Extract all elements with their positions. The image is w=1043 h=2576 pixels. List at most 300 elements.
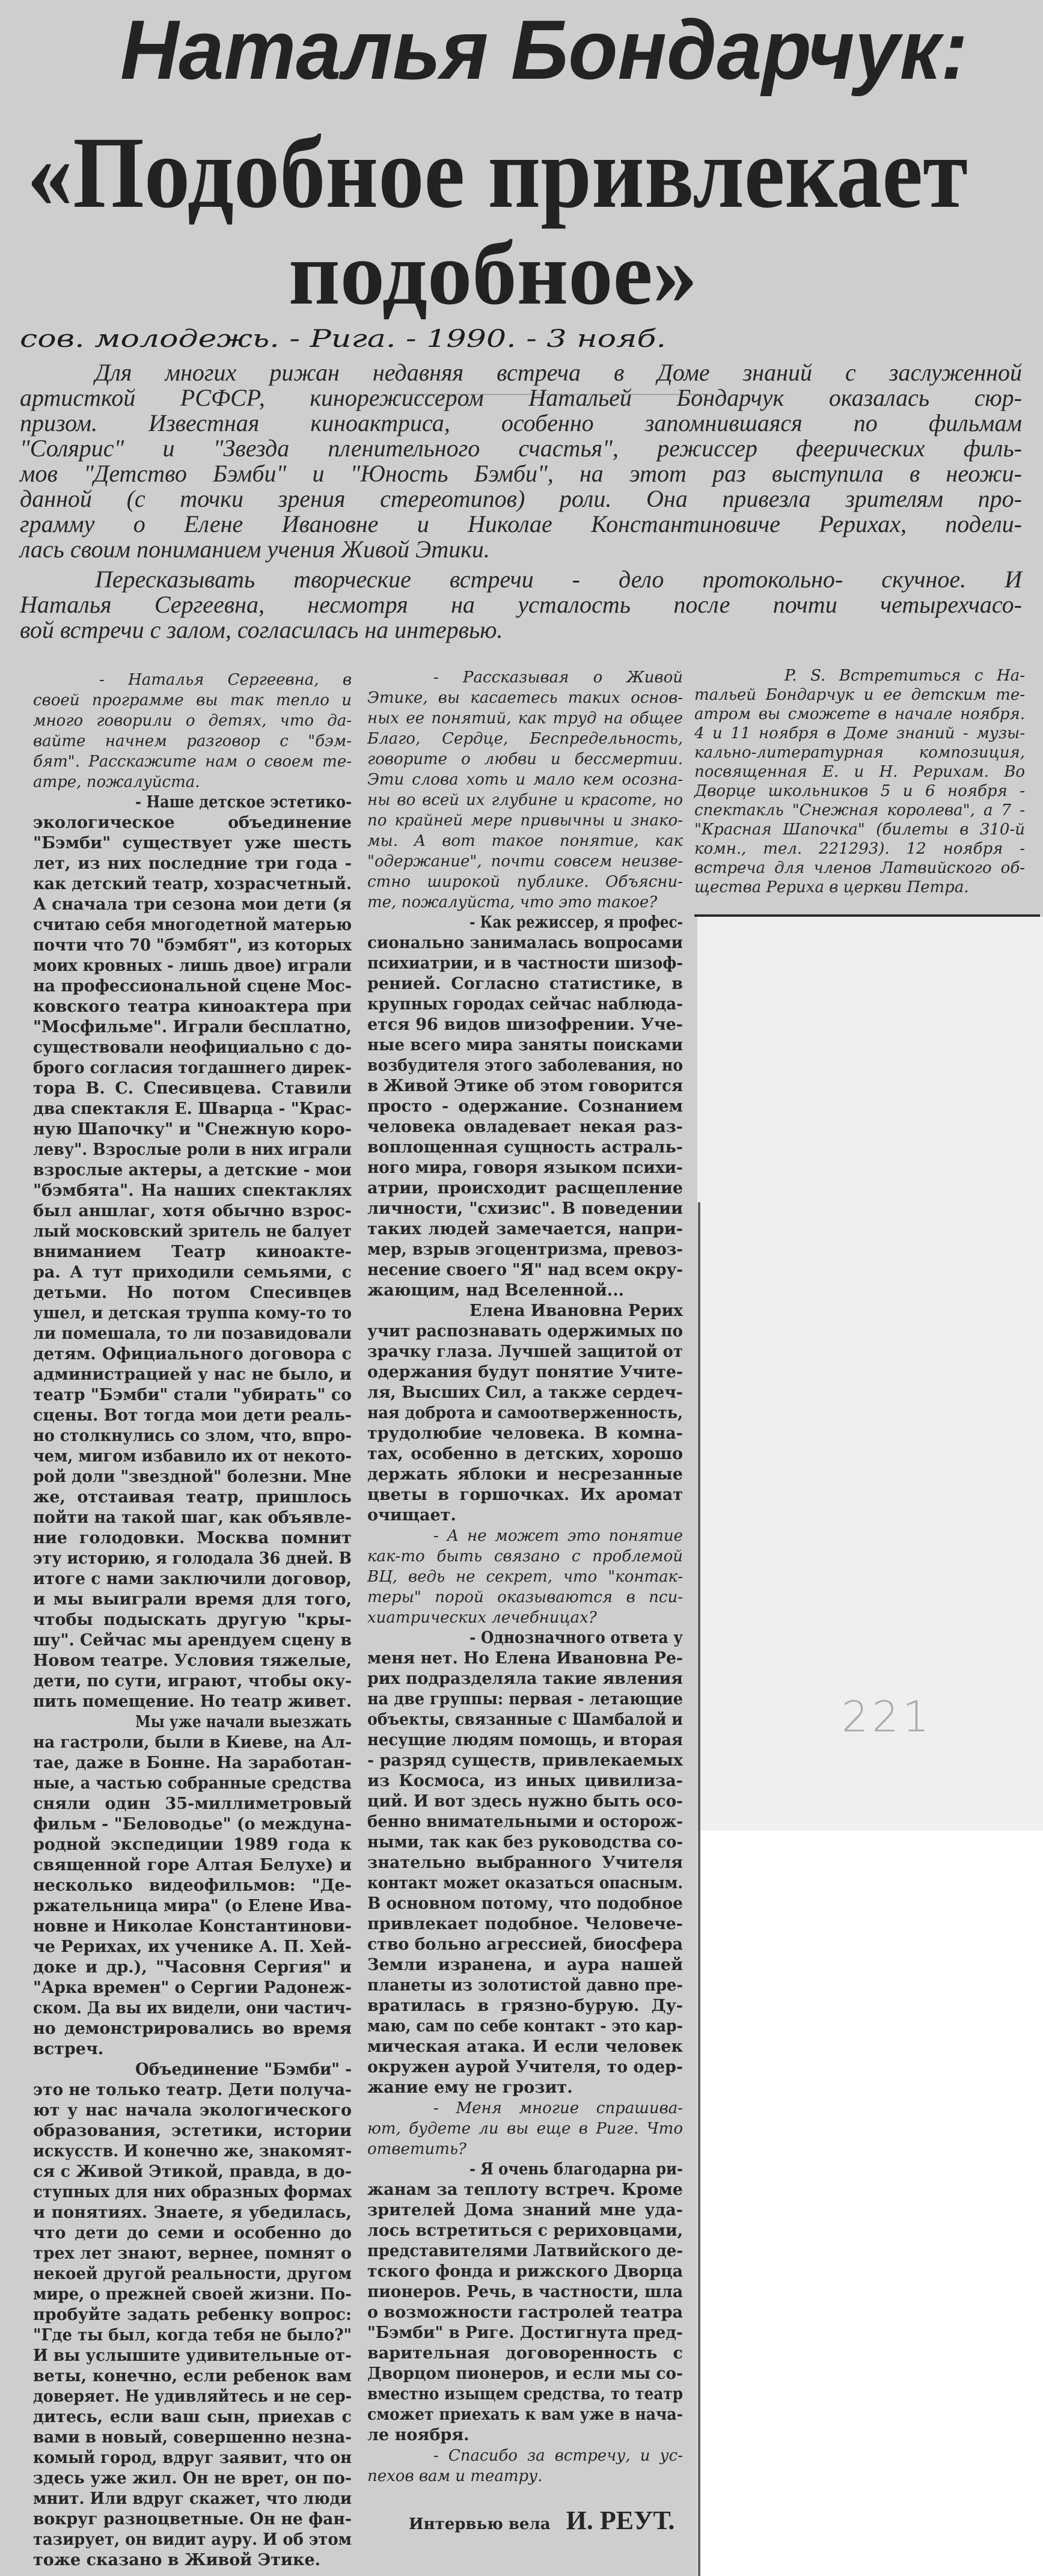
- text-line: [33, 1630, 352, 1651]
- text-line-content: и мы выиграли время для того,: [33, 1590, 352, 1609]
- text-line-content: Этике, вы касаетесь таких основ-: [367, 689, 683, 707]
- text-line-content: два спектакля Е. Шварца - "Крас-: [33, 1100, 352, 1118]
- text-line: [33, 1896, 352, 1917]
- text-line-content: пехов вам и театру.: [367, 2467, 543, 2485]
- text-line-content: хиатрических лечебницах?: [367, 1609, 597, 1627]
- text-line: [33, 2039, 352, 2060]
- text-line: [367, 708, 683, 729]
- ps-divider-rule: [694, 914, 1040, 917]
- text-line-content: - разряд существ, привлекаемых: [367, 1751, 683, 1770]
- text-line: [33, 1753, 352, 1773]
- text-line: [33, 1467, 352, 1487]
- text-line-content: жанам за теплоту встреч. Кроме: [367, 2180, 683, 2199]
- text-line: [367, 1853, 683, 1873]
- text-line-content: несколько видеофильмов: "Де-: [33, 1876, 352, 1895]
- text-line: [694, 878, 1025, 897]
- text-line-content: артисткой РСФСР, кинорежиссером Натальей Бондарчук оказалась сюр-: [20, 384, 1022, 411]
- text-line: [33, 2489, 352, 2509]
- text-line-content: моих кровных - лишь двое) играли: [33, 956, 352, 975]
- text-line: [367, 810, 683, 831]
- text-line: [33, 1038, 352, 1058]
- text-line: [33, 1283, 352, 1303]
- text-line: [33, 1262, 352, 1283]
- text-line-content: Объединение "Бэмби" -: [135, 2060, 352, 2079]
- text-line: [20, 512, 1022, 537]
- text-line-content: тае, даже в Бонне. На заработан-: [33, 1754, 352, 1772]
- text-line-content: чем, мигом избавило их от некото-: [33, 1447, 352, 1466]
- text-line-content: рих подразделяла такие явления: [367, 1669, 683, 1688]
- text-line: [367, 1485, 683, 1505]
- text-line-content: тского фонда и рижского Дворца: [367, 2262, 683, 2281]
- text-line-content: ная доброта и самоотверженность,: [367, 1404, 683, 1422]
- text-line-content: спектакль "Снежная королева", а 7 -: [694, 801, 1025, 819]
- text-line-content: вой встречи с залом, согласилась на интервью.: [20, 616, 503, 643]
- text-line-content: в Живой Этике об этом говорится: [367, 1077, 683, 1095]
- text-line: [33, 1998, 352, 2019]
- text-line: [33, 1937, 352, 1957]
- byline-label: Интервью вела: [409, 2515, 551, 2533]
- text-line-content: "Красная Шапочка" (билеты в 310-й: [694, 821, 1025, 839]
- text-line-content: знательно выбранного Учителя: [367, 1853, 683, 1872]
- interview-question: [367, 1526, 683, 1628]
- text-line-content: что дети до семи и особенно до: [33, 2224, 352, 2242]
- text-line-content: - Спасибо за встречу, и ус-: [433, 2447, 683, 2465]
- text-line: [20, 567, 1022, 592]
- text-line-content: вниманием Театр киноакте-: [33, 1243, 352, 1261]
- text-line: [367, 994, 683, 1015]
- text-line-content: веты, конечно, если ребенок вам: [33, 2367, 352, 2385]
- paper-edge-shadow: [698, 1202, 700, 2576]
- text-line: [367, 2139, 683, 2159]
- text-line: [694, 858, 1025, 878]
- text-line-content: личности, "схизис". В поведении: [367, 1199, 683, 1218]
- text-line-content: эту историю, я голодала 36 дней. В: [33, 1549, 352, 1568]
- text-line: [367, 1015, 683, 1035]
- text-line: [367, 1424, 683, 1444]
- text-line: [367, 1199, 683, 1219]
- text-line-content: - Я очень благодарна ри-: [470, 2160, 683, 2179]
- text-line: [367, 2302, 683, 2323]
- interview-answer: [33, 792, 352, 1712]
- text-line-content: ного мира, говоря языком психи-: [367, 1158, 683, 1177]
- text-line: [367, 729, 683, 749]
- text-line: [367, 872, 683, 892]
- text-line: [33, 2509, 352, 2530]
- text-line: [33, 1651, 352, 1671]
- text-line-content: - Как режиссер, я профес-: [470, 913, 683, 932]
- text-line-content: о возможности гастролей театра: [367, 2303, 683, 2322]
- article-column-2: [367, 667, 683, 2486]
- text-line: [33, 2448, 352, 2468]
- text-line-content: варительная договоренность с: [367, 2344, 683, 2363]
- text-line-content: человека овладевает некая раз-: [367, 1118, 683, 1136]
- text-line-content: много говорили о детях, что да-: [33, 712, 352, 730]
- text-line: [33, 2223, 352, 2244]
- text-line: [33, 833, 352, 854]
- headline-quote-line1: [27, 116, 968, 229]
- text-line: [367, 2466, 683, 2486]
- text-line: [367, 2119, 683, 2139]
- text-line-content: ется 96 видов шизофрении. Уче-: [367, 1015, 683, 1034]
- text-line: [33, 711, 352, 731]
- text-line: [367, 1117, 683, 1137]
- text-line-content: мире, о прежней своей жизни. По-: [33, 2285, 352, 2304]
- text-line-content: маю, сам по себе контакт - это кар-: [367, 2017, 683, 2036]
- text-line: [694, 762, 1025, 782]
- text-line-content: ют, будете ли вы еще в Риге. Что: [367, 2120, 683, 2138]
- text-line: [33, 1058, 352, 1078]
- text-line-content: несущие людям помощь, и вторая: [367, 1731, 683, 1749]
- text-line-content: говорите о любви и бессмертии.: [367, 750, 683, 768]
- text-line-content: Эти слова хоть и мало кем осозна-: [367, 771, 683, 789]
- text-line-content: пробуйте задать ребенку вопрос:: [33, 2305, 352, 2324]
- text-line: [367, 1137, 683, 1158]
- text-line-content: бенно внимательными и осторож-: [367, 1813, 683, 1831]
- text-line: [367, 2180, 683, 2200]
- text-line-content: 4 и 11 ноября в Доме знаний - музы-: [694, 724, 1025, 742]
- text-line: [367, 790, 683, 810]
- text-line: [367, 1240, 683, 1260]
- text-line-content: почти что 70 "бэмбят", из которых: [33, 936, 352, 955]
- text-line-content: же, отстаивая театр, пришлось: [33, 1488, 352, 1507]
- text-line-content: теры" порой оказываются в пси-: [367, 1588, 683, 1606]
- text-line: [694, 820, 1025, 839]
- text-line-content: ском. Да вы их видели, они частич-: [33, 1999, 352, 2018]
- text-line: [367, 1935, 683, 1955]
- text-line: [20, 385, 1022, 411]
- text-line: [33, 854, 352, 874]
- text-line: [367, 2098, 683, 2119]
- text-line-content: ние голодовки. Москва помнит: [33, 1529, 352, 1547]
- text-line-content: Дворцом пионеров, и если мы со-: [367, 2364, 683, 2383]
- text-line-content: ных ее понятий, как труд на общее: [367, 709, 683, 727]
- text-line: [694, 666, 1025, 685]
- text-line: [367, 1158, 683, 1178]
- text-line-content: но столкнулись со злом, что, впро-: [33, 1427, 352, 1445]
- text-line: [367, 749, 683, 769]
- text-line: [33, 1303, 352, 1324]
- text-line-content: ле ноября.: [367, 2426, 470, 2444]
- text-line-content: считаю себя многодетной матерью: [33, 916, 352, 934]
- text-line-content: это не только театр. Дети получа-: [33, 2081, 352, 2099]
- text-line-content: сможет приехать к вам уже в нача-: [367, 2405, 683, 2424]
- interview-question: [367, 2098, 683, 2159]
- text-line-content: священной горе Алтая Белухе) и: [33, 1856, 352, 1874]
- text-line-content: ную Шапочку" и "Снежную коро-: [33, 1120, 352, 1139]
- text-line: [33, 1406, 352, 1426]
- text-line-content: P. S. Встретиться с На-: [785, 667, 1025, 685]
- text-line-content: встреч.: [33, 2040, 104, 2058]
- text-line: [367, 1056, 683, 1076]
- text-line-content: мы. А вот такое понятие, как: [367, 832, 683, 850]
- text-line-content: сняли один 35-миллиметровый: [33, 1794, 352, 1813]
- text-line: [33, 1426, 352, 1446]
- text-line: [367, 2200, 683, 2221]
- text-line: [33, 2203, 352, 2223]
- text-line: [33, 1140, 352, 1160]
- text-line: [33, 1160, 352, 1181]
- text-line: [367, 831, 683, 851]
- text-line-content: на профессиональной сцене Мос-: [33, 977, 352, 996]
- text-line: [367, 1628, 683, 1648]
- text-line: [20, 436, 1022, 461]
- interview-answer: [367, 2159, 683, 2446]
- text-line-content: трех лет знают, вернее, помнят о: [33, 2244, 352, 2263]
- text-line: [33, 1855, 352, 1876]
- text-line-content: - А не может это понятие: [433, 1527, 683, 1545]
- text-line: [20, 360, 1022, 385]
- text-line: [33, 1814, 352, 1835]
- text-line: [33, 670, 352, 690]
- pencil-page-number: 221: [842, 1692, 933, 1742]
- text-line: [33, 1099, 352, 1119]
- text-line: [33, 2550, 352, 2571]
- text-line: [367, 1689, 683, 1710]
- headline-quote-line1-text: «Подобное привлекает: [27, 116, 968, 229]
- text-line-content: вайте начнем разговор с "бэм-: [33, 732, 352, 750]
- text-line-content: ные всего мира заняты поисками: [367, 1036, 683, 1054]
- handwritten-source-note-text: сов. молодежь. - Рига. - 1990. - 3 нояб.: [20, 325, 666, 353]
- text-line: [367, 1873, 683, 1894]
- text-line-content: ля, Высших Сил, а также сердеч-: [367, 1383, 683, 1402]
- text-line-content: Елена Ивановна Рерих: [470, 1302, 683, 1320]
- text-line-content: как детский театр, хозрасчетный.: [33, 875, 352, 893]
- text-line: [367, 2057, 683, 2078]
- text-line-content: Пересказывать творческие встречи - дело протокольно- скучное. И: [95, 566, 1022, 593]
- blank-paper-area: [697, 1831, 1043, 2576]
- text-line: [33, 976, 352, 997]
- interview-answer: [367, 1301, 683, 1526]
- text-line-content: тазирует, он видит ауру. И об этом: [33, 2530, 352, 2549]
- text-line: [33, 1201, 352, 1222]
- text-line-content: взрослые актеры, а детские - мои: [33, 1161, 352, 1179]
- text-line-content: контакт может оказаться опасным.: [367, 1874, 683, 1892]
- text-line: [33, 2305, 352, 2325]
- text-line-content: комый город, вдруг заявит, что он: [33, 2449, 352, 2467]
- text-line: [33, 1549, 352, 1569]
- text-line-content: А сначала три сезона мои дети (я: [33, 895, 352, 914]
- text-line: [367, 2221, 683, 2241]
- text-line: [20, 617, 1022, 643]
- text-line: [367, 1403, 683, 1424]
- text-line: [20, 486, 1022, 512]
- text-line: [33, 1692, 352, 1712]
- text-line: [367, 851, 683, 872]
- text-line: [367, 2384, 683, 2405]
- text-line: [367, 1444, 683, 1464]
- text-line-content: ответить?: [367, 2140, 466, 2158]
- text-line-content: пойти на такой шаг, как объявле-: [33, 1508, 352, 1527]
- text-line-content: посвященная Е. и Н. Рерихам. Во: [694, 763, 1025, 781]
- text-line-content: мическая атака. И если человек: [367, 2037, 683, 2056]
- text-line-content: крупных городах сейчас наблюда-: [367, 995, 683, 1014]
- text-line: [33, 731, 352, 751]
- text-line: [33, 1917, 352, 1937]
- text-line-content: на гастроли, были в Киеве, на Ал-: [33, 1733, 352, 1752]
- text-line-content: "Мосфильме". Играли бесплатно,: [33, 1018, 352, 1036]
- text-line: [33, 956, 352, 976]
- text-line: [33, 2468, 352, 2489]
- text-line: [694, 743, 1025, 762]
- text-line-content: ступных для них образных формах: [33, 2183, 352, 2201]
- article-column-ps: [694, 666, 1025, 897]
- text-line: [367, 1280, 683, 1301]
- text-line-content: - Наше детское эстетико-: [135, 793, 352, 812]
- text-line-content: брого согласия тогдашнего дирек-: [33, 1059, 352, 1077]
- text-line: [367, 892, 683, 913]
- text-line: [367, 1648, 683, 1669]
- text-line: [367, 1260, 683, 1280]
- text-line-content: ржательница мира" (о Елене Ива-: [33, 1897, 352, 1915]
- text-line-content: шу". Сейчас мы арендуем сцену в: [33, 1631, 352, 1650]
- text-line: [367, 1955, 683, 1975]
- article-column-1: [33, 670, 352, 2571]
- text-line: [367, 688, 683, 708]
- text-line-content: - Меня многие спрашива-: [433, 2099, 683, 2117]
- headline-quote-line2: [289, 224, 697, 323]
- text-line: [367, 1791, 683, 1812]
- text-line-content: на две группы: первая - летающие: [367, 1690, 683, 1709]
- text-line: [367, 1996, 683, 2016]
- text-line: [33, 2141, 352, 2162]
- text-line: [367, 1914, 683, 1935]
- text-line: [33, 1508, 352, 1528]
- text-line: [33, 2284, 352, 2305]
- text-line-content: тальей Бондарчук и ее детским те-: [694, 686, 1025, 704]
- interview-question: [33, 670, 352, 792]
- text-line: [33, 874, 352, 895]
- text-line-content: просто - одержание. Сознанием: [367, 1097, 683, 1116]
- text-line: [367, 2425, 683, 2446]
- text-line-content: психиатрии, и в частности шизоф-: [367, 954, 683, 973]
- text-line-content: администрацией у нас не было, и: [33, 1365, 352, 1384]
- text-line: [33, 915, 352, 935]
- interview-answer: [33, 1712, 352, 2060]
- text-line-content: воплощенная сущность астраль-: [367, 1138, 683, 1157]
- text-line: [33, 1835, 352, 1855]
- text-line: [367, 1321, 683, 1342]
- text-line-content: ВЦ, ведь не секрет, что "контак-: [367, 1568, 683, 1586]
- text-line: [33, 751, 352, 772]
- text-line-content: "Арка времен" о Сергии Радонеж-: [33, 1978, 352, 1997]
- text-line: [33, 1569, 352, 1589]
- headline-name-text: Наталья Бондарчук:: [120, 2, 968, 97]
- interview-question: [367, 2446, 683, 2486]
- text-line-content: комн., тел. 221293). 12 ноября -: [694, 840, 1025, 858]
- text-line: [367, 974, 683, 994]
- text-line-content: жающим, над Вселенной...: [367, 1281, 625, 1300]
- interview-question: [694, 666, 1025, 897]
- text-line: [367, 2159, 683, 2180]
- text-line: [367, 2016, 683, 2037]
- text-line-content: но демонстрировались во время: [33, 2019, 352, 2038]
- text-line-content: Дворце школьников 5 и 6 ноября -: [694, 782, 1025, 800]
- text-line: [33, 2019, 352, 2039]
- text-line-content: зрителей Дома знаний мне уда-: [367, 2201, 683, 2220]
- text-line: [33, 1671, 352, 1692]
- text-line: [33, 813, 352, 833]
- text-line-content: тах, особенно в детских, хорошо: [367, 1445, 683, 1463]
- text-line: [33, 1487, 352, 1508]
- text-line: [367, 1567, 683, 1587]
- text-line-content: сионально занималась вопросами: [367, 934, 683, 952]
- text-line-content: здесь уже жил. Он не врет, он по-: [33, 2469, 352, 2488]
- text-line: [694, 801, 1025, 820]
- headline-quote-line2-text: подобное»: [289, 224, 697, 323]
- text-line: [33, 2530, 352, 2550]
- text-line-content: доверяет. Не удивляйтесь и не сер-: [33, 2387, 352, 2406]
- text-line-content: театр "Бэмби" стали "убирать" со: [33, 1386, 352, 1404]
- text-line: [33, 2407, 352, 2428]
- text-line: [33, 1733, 352, 1753]
- text-line-content: очищает.: [367, 1506, 456, 1525]
- text-line: [367, 1669, 683, 1689]
- text-line-content: новне и Николае Константинови-: [33, 1917, 352, 1936]
- text-line: [367, 1178, 683, 1199]
- text-line: [367, 1546, 683, 1567]
- text-line-content: дети, по сути, играют, чтобы оку-: [33, 1672, 352, 1690]
- text-line-content: Благо, Сердце, Беспредельность,: [367, 730, 683, 748]
- text-line: [367, 2282, 683, 2302]
- text-line-content: одержания будут понятие Учите-: [367, 1363, 683, 1381]
- text-line: [367, 1710, 683, 1730]
- text-line-content: "Солярис" и "Звезда пленительного счастья", режиссер феерических филь-: [20, 435, 1022, 462]
- text-line: [367, 1832, 683, 1853]
- text-line-content: тоже сказано в Живой Этике.: [33, 2551, 321, 2569]
- text-line-content: Новом театре. Условия тяжелые,: [33, 1651, 352, 1670]
- text-line-content: мер, взрыв эгоцентризма, превоз-: [367, 1240, 683, 1259]
- text-line-content: детьми. Но потом Спесивцев: [33, 1283, 352, 1302]
- text-line-content: ют у нас начала экологического: [33, 2101, 352, 2120]
- text-line: [33, 1222, 352, 1242]
- text-line: [367, 1219, 683, 1240]
- text-line: [33, 1957, 352, 1978]
- text-line-content: учит распознавать одержимых по: [367, 1322, 683, 1341]
- text-line-content: стно широкой публике. Объясни-: [367, 873, 683, 891]
- text-line-content: несение своего "Я" над всем окру-: [367, 1261, 683, 1279]
- text-line: [367, 2323, 683, 2343]
- text-line-content: ций. И вот здесь нужно быть осо-: [367, 1792, 683, 1811]
- text-line-content: В основном потому, что подобное: [367, 1894, 683, 1913]
- text-line: [33, 2428, 352, 2448]
- text-line-content: цветы в горшочках. Их аромат: [367, 1485, 683, 1504]
- text-line: [367, 1076, 683, 1097]
- text-line-content: ны во всей их глубине и красоте, но: [367, 791, 683, 809]
- text-line: [33, 2366, 352, 2387]
- text-line-content: щества Рериха в церкви Петра.: [694, 878, 969, 896]
- text-line: [367, 2037, 683, 2057]
- text-line: [20, 592, 1022, 617]
- text-line-content: атре, пожалуйста.: [33, 773, 200, 791]
- text-line: [33, 1773, 352, 1794]
- text-line-content: представителями Латвийского де-: [367, 2242, 683, 2260]
- text-line: [33, 1876, 352, 1896]
- text-line-content: ренией. Согласно статистике, в: [367, 974, 683, 993]
- text-line: [33, 1528, 352, 1549]
- text-line-content: чтобы подыскать другую "кры-: [33, 1611, 352, 1629]
- text-line-content: данной (с точки зрения стереотипов) роли. Она привезла зрителям про-: [20, 485, 1022, 512]
- text-line: [367, 1812, 683, 1832]
- text-line: [33, 1078, 352, 1099]
- text-line-content: ковского театра киноактера при: [33, 997, 352, 1016]
- text-line: [367, 913, 683, 933]
- text-line-content: "бэмбята". На наших спектаклях: [33, 1181, 352, 1200]
- text-line-content: ся с Живой Этикой, правда, в до-: [33, 2162, 352, 2181]
- text-line-content: ушел, и детская труппа кому-то то: [33, 1304, 352, 1323]
- text-line-content: Для многих рижан недавняя встреча в Доме знаний с заслуженной: [95, 359, 1022, 386]
- text-line: [367, 2364, 683, 2384]
- text-line: [33, 1610, 352, 1630]
